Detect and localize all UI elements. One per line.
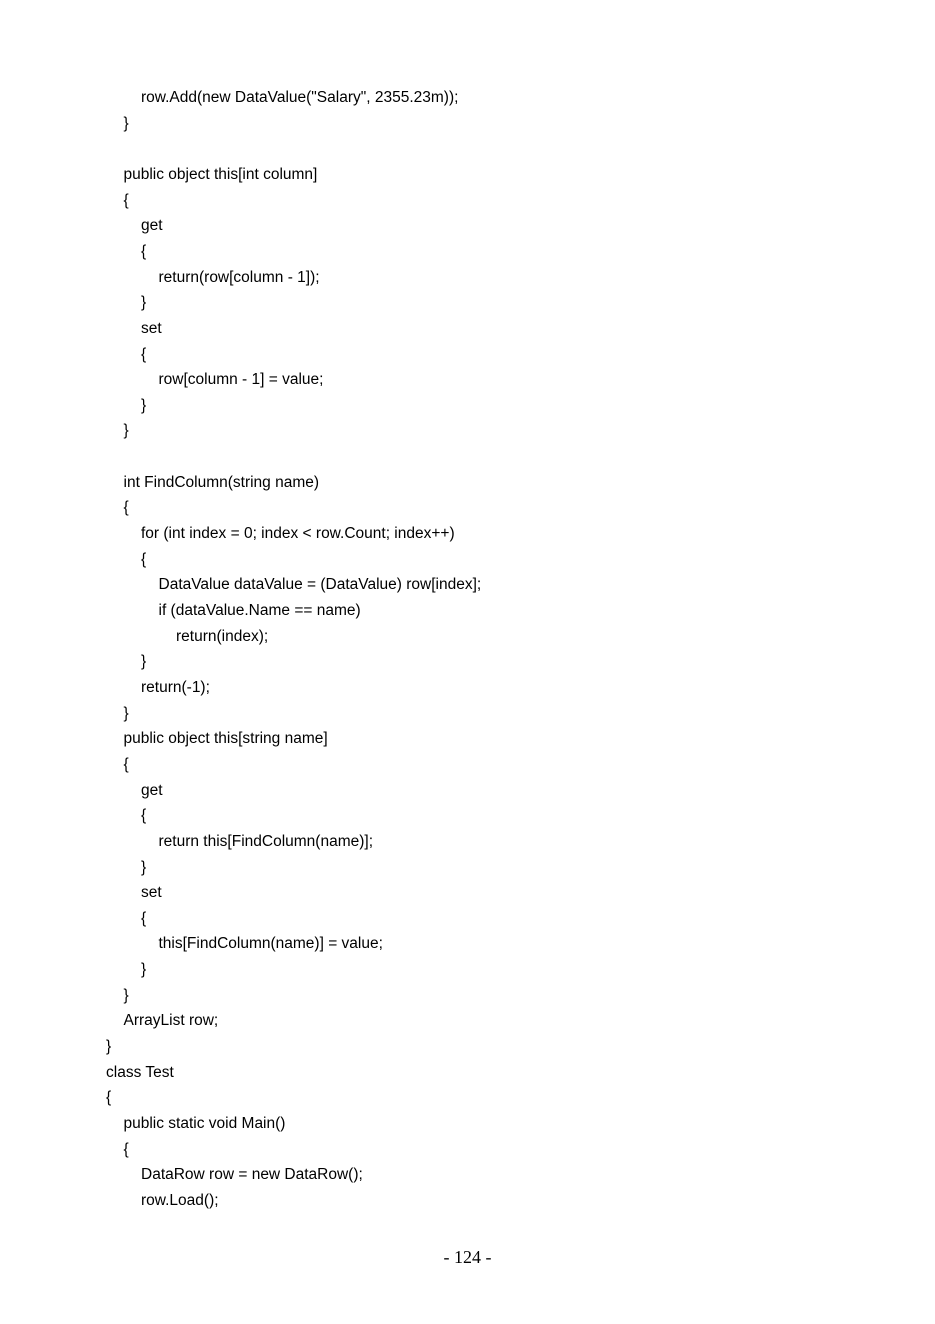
code-line: DataValue dataValue = (DataValue) row[index]; xyxy=(158,576,482,594)
code-line: get xyxy=(141,781,163,799)
code-line: } xyxy=(123,986,129,1004)
code-line: ArrayList row; xyxy=(123,1012,219,1030)
code-line: { xyxy=(141,345,147,363)
code-line: { xyxy=(123,1140,129,1158)
code-line: public object this[int column] xyxy=(123,165,318,183)
code-line: get xyxy=(141,217,163,235)
code-line: return(-1); xyxy=(141,678,210,696)
code-line: this[FindColumn(name)] = value; xyxy=(158,935,383,953)
code-line: return(index); xyxy=(176,627,269,645)
code-line: } xyxy=(123,422,129,440)
code-line: set xyxy=(141,319,162,337)
code-line: } xyxy=(141,294,147,312)
code-line: row.Load(); xyxy=(141,1191,219,1209)
code-line: { xyxy=(123,755,129,773)
page-number: - 124 - xyxy=(443,1247,492,1267)
code-line: if (dataValue.Name == name) xyxy=(158,602,361,619)
code-line: } xyxy=(106,1038,112,1056)
code-line: { xyxy=(141,807,147,825)
code-line: public static void Main() xyxy=(123,1115,286,1132)
code-line: { xyxy=(141,909,147,927)
code-line: return(row[column - 1]); xyxy=(158,268,320,286)
code-line: set xyxy=(141,884,162,902)
code-line: for (int index = 0; index < row.Count; index++) xyxy=(141,525,455,543)
code-line: } xyxy=(123,114,129,132)
code-line: } xyxy=(141,858,147,876)
code-line: } xyxy=(141,653,147,671)
code-line: } xyxy=(141,396,147,414)
code-line: row[column - 1] = value; xyxy=(158,371,324,389)
code-line: { xyxy=(141,550,147,568)
code-line: class Test xyxy=(106,1063,174,1081)
code-line: DataRow row = new DataRow(); xyxy=(141,1166,363,1184)
code-line: { xyxy=(123,191,129,209)
code-line: return this[FindColumn(name)]; xyxy=(158,832,373,850)
code-line: } xyxy=(141,961,147,979)
code-line: int FindColumn(string name) xyxy=(123,473,320,491)
code-line: { xyxy=(123,499,129,517)
code-line: public object this[string name] xyxy=(123,730,328,748)
code-line: } xyxy=(123,704,129,722)
code-line: row.Add(new DataValue("Salary", 2355.23m)); xyxy=(141,89,459,106)
code-line: { xyxy=(141,242,147,260)
code-line: { xyxy=(106,1089,112,1107)
